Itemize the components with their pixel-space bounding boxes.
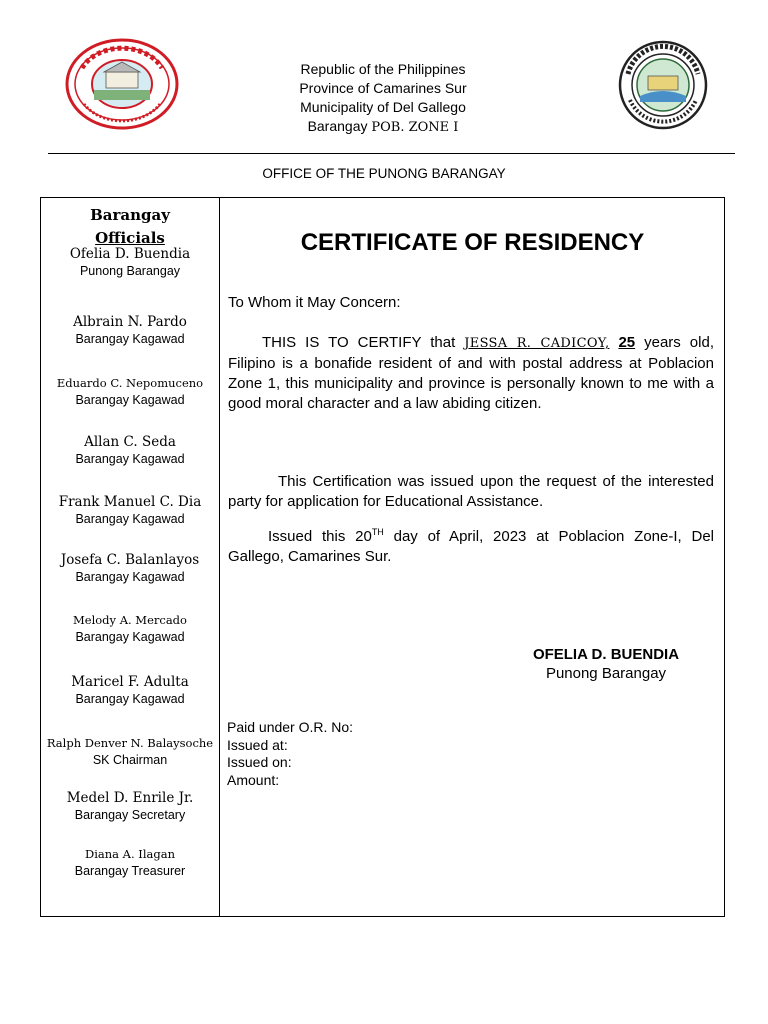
official-name: Maricel F. Adulta [71,674,189,690]
official-name: Allan C. Seda [84,434,176,450]
issued-paragraph [228,527,714,567]
official-kagawad-5 [41,551,219,586]
border-tick [40,604,41,616]
letterhead [230,60,536,137]
official-title: Barangay Treasurer [74,864,186,878]
or-issued-on-label: Issued on: [227,754,292,770]
official-sk-chairman [41,734,219,769]
resident-name: JESSA R. CADICOY, [464,336,610,351]
certify-rest: years old, Filipino is a bonafide resident of and with postal address at Poblacion Zone 1, this municipality and province is personally known to me with a good moral character and a law abiding citizen. [228,334,714,412]
official-title: Barangay Kagawad [75,452,185,466]
officials-heading-line1: Barangay [90,206,170,224]
officials-heading [41,204,219,250]
official-title: Barangay Kagawad [75,570,185,584]
official-title: SK Chairman [92,753,168,767]
official-title: Barangay Kagawad [75,393,185,407]
header-barangay-name: POB. ZONE I [371,120,459,135]
certify-lead: THIS IS TO CERTIFY that [262,334,465,351]
issued-lead: Issued this 20 [268,528,372,545]
official-treasurer [41,845,219,880]
official-kagawad-7 [41,673,219,708]
official-title: Barangay Kagawad [75,630,185,644]
official-name: Ralph Denver N. Balaysoche [46,736,214,750]
poblacion-zone-seal [64,38,180,130]
border-tick [40,664,41,676]
border-tick [40,544,41,556]
signatory-name: OFELIA D. BUENDIA [532,646,680,663]
official-name: Melody A. Mercado [73,613,187,627]
salutation: To Whom it May Concern: [228,294,401,311]
resident-age: 25 [618,334,636,351]
certification-paragraph [228,333,714,414]
official-kagawad-1 [41,313,219,348]
header-republic: Republic of the Philippines [300,61,466,77]
border-tick [40,484,41,496]
or-issued-at-label: Issued at: [227,736,288,753]
official-kagawad-6 [41,611,219,646]
official-secretary [41,789,219,824]
office-title: OFFICE OF THE PUNONG BARANGAY [262,166,506,181]
officials-heading-line2: Officials [95,229,165,247]
official-name: Albrain N. Pardo [73,314,187,330]
header-rule [48,153,735,154]
official-name: Eduardo C. Nepomuceno [56,376,204,390]
column-divider [219,197,220,917]
purpose-paragraph: This Certification was issued upon the request of the interested party for application for Educational Assistance. [228,473,714,510]
border-tick [40,778,41,790]
or-fields [227,719,353,789]
official-punong-barangay [41,245,219,280]
issued-day-suffix: TH [371,527,384,537]
header-province: Province of Camarines Sur [299,80,467,96]
official-title: Barangay Kagawad [75,332,185,346]
certificate-title: CERTIFICATE OF RESIDENCY [300,229,645,256]
border-tick [40,836,41,848]
or-amount-label: Amount: [227,771,280,788]
del-gallego-seal [618,40,708,130]
header-municipality: Municipality of Del Gallego [300,99,466,115]
official-name: Diana A. Ilagan [85,847,175,861]
border-tick [40,714,41,726]
issued-rest: day of April, 2023 at Poblacion Zone-I, Del Gallego, Camarines Sur. [228,528,714,565]
official-kagawad-4 [41,493,219,528]
official-name: Josefa C. Balanlayos [60,552,200,568]
official-title: Barangay Secretary [74,808,186,822]
official-title: Barangay Kagawad [75,512,185,526]
signatory-title: Punong Barangay [545,665,667,682]
official-title: Barangay Kagawad [75,692,185,706]
header-barangay [230,117,536,137]
signatory-block [496,645,716,684]
official-title: Punong Barangay [79,264,181,278]
official-name: Ofelia D. Buendia [69,246,191,262]
official-name: Frank Manuel C. Dia [58,494,202,510]
or-paid-label: Paid under O.R. No: [227,719,354,735]
official-kagawad-2 [41,374,219,409]
official-name: Medel D. Enrile Jr. [66,790,194,806]
header-barangay-prefix: Barangay [307,118,372,134]
official-kagawad-3 [41,433,219,468]
